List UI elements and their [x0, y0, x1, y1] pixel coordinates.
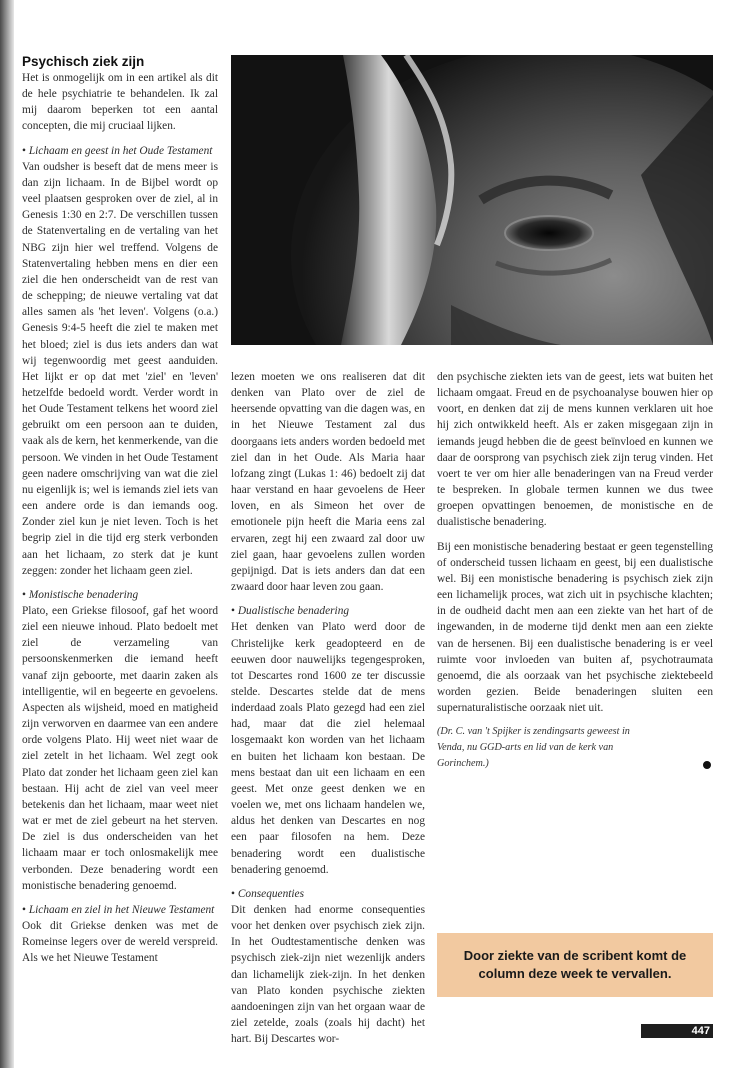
article-heading: Psychisch ziek zijn: [22, 54, 145, 69]
paragraph-consequenties-start: Dit denken had enorme consequenties voor het denken over psychisch ziek zijn. In het Oudtestamentische denken was psychisch ziek-zijn niet wezenlijk anders dan lichamelijk ziek-zijn. In het denken van Plato konden psychische ziekten aandoeningen zijn van het orgaan waar de ziel zetelde, zoals (zoals hij dacht) het hart. Bij Descartes wor-: [231, 904, 425, 1046]
page-edge-shadow: [0, 0, 14, 1068]
paragraph-oude-testament: Van oudsher is beseft dat de mens meer is dan zijn lichaam. In de Bijbel wordt op veel plaatsen gesproken over de ziel, al in Genesis 1:30 en 2:7. De verschillen tussen de Statenvertaling en de vertaling van het NBG zijn hier wel treffend. Volgens de Statenvertaling hebben mens en dier een ziel die hen onderscheidt van de rest van de schepping; de nieuwe vertaling vat dat alles samen als 'het leven'. Volgens (o.a.) Genesis 9:4-5 heeft die ziel te maken met het bloed; ziel is dus iets anders dan wat wij tegenwoordig met geest aanduiden. Het lijkt er op dat met 'ziel' en 'leven' hetzelfde bedoeld wordt. Verder wordt in het Oude Testament telkens het woord ziel gebruikt om een persoon aan te duiden, vaak als de kern, het kenmerkende, van die persoon. We vinden in het Oude Testament geen nadere omschrijving van wat die ziel nu eigenlijk is; wel is iemands ziel iets van een andere orde is dan iemands oog. Zonder ziel kun je niet leven. Toch is het begrip ziel in die tijd erg sterk verbonden aan het lichaam, zo sterk dat je kunt zeggen: zonder het lichaam geen ziel.: [22, 160, 218, 577]
intro-paragraph: Het is onmogelijk om in een artikel als dit de hele psychiatrie te behandelen. Ik zal mij daarom beperken tot een aantal concepten, die mij cruciaal lijken.: [22, 72, 218, 133]
column-2: [231, 369, 425, 1047]
paragraph-consequenties-cont: den psychische ziekten iets van de geest, iets wat buiten het lichaam omgaat. Freud en de psychoanalyse bouwen hier op voort, en denken dat zij de mens kunnen verklaren uit hoe hij zich ontwikkeld heeft. Als er zaken misgegaan zijn in iemands jeugd hebben die de geest beïnvloed en kunnen we daar de oorsprong van psychisch ziek zijn terug vinden. Het voert te ver om hier alle benaderingen van na Freud verder te bespreken. In globale termen kunnen we dus twee groepen opvattingen benoemen, de monistische en de dualistische benadering.: [437, 371, 713, 529]
column-3: [437, 369, 713, 772]
subheading-dualistisch: • Dualistische benadering: [231, 605, 350, 618]
paragraph-nieuwe-testament-cont: lezen moeten we ons realiseren dat dit denken van Plato over de ziel de heersende opvatting van die dagen was, en in het Nieuwe Testament zal dus doorgaans iets anders worden bedoeld met ziel dan in het Oude. Als Maria haar lofzang zingt (Lukas 1: 46) bedoelt zij dat haar verstand en haar gevoelens de Heer loven, en als Simeon het over de emotionele pijn heeft die Maria eens zal ervaren, zegt hij een zwaard zal door uw ziel gaan, haar gevoelens zullen worden gepijnigd. Dat is iets anders dan dat een zwaard door haar leven zou gaan.: [231, 371, 425, 594]
bullet-icon: •: [231, 887, 235, 900]
author-credit-block: [437, 724, 713, 772]
bullet-icon: •: [22, 903, 26, 916]
end-of-article-icon: [703, 761, 711, 769]
face-photo-illustration: [231, 55, 713, 345]
paragraph-dualistisch: Het denken van Plato werd door de Christelijke kerk geadopteerd en de eeuwen door nauwelijks tegengesproken, tot Descartes rond 1600 ze ter discussie stelde. Descartes stelde dat de mens inderdaad zoals Plato gezegd had een ziel had, maar dat die ziel helemaal losgemaakt kon worden van het lichaam en buiten het lichaam kon bestaan. De mens bestaat dan uit een lichaam en een geest. Met onze geest denken we en voelen we, met ons lichaam handelen we, aldus het denken van Descartes en nog een paar filosofen na hem. Deze benadering wordt een dualistische benadering genoemd.: [231, 621, 425, 876]
author-credit: (Dr. C. van 't Spijker is zendingsarts geweest in Venda, nu GGD-arts en lid van de kerk van Gorinchem.): [437, 726, 630, 770]
subheading-monistisch: • Monistische benadering: [22, 588, 139, 601]
bullet-icon: •: [22, 144, 26, 157]
subheading-nieuwe-testament: • Lichaam en ziel in het Nieuwe Testament: [22, 903, 215, 916]
column-cancelled-notice: Door ziekte van de scribent komt de column deze week te vervallen.: [437, 933, 713, 997]
page-number: 447: [680, 1024, 713, 1038]
subheading-oude-testament: • Lichaam en geest in het Oude Testament: [22, 144, 213, 157]
paragraph-monistisch: Plato, een Griekse filosoof, gaf het woord ziel een nieuwe inhoud. Plato bedoelt met ziel de verzameling van persoonskenmerken die iemand heeft vanaf zijn geboorte, met daarin zaken als intelligentie, wil en begeerte en gevoelens. Aspecten als wijsheid, moed en matigheid zijn verworven en daarmee van een andere orde volgens Plato. Hij weet niet waar de ziel zetelt in het lichaam. Wel zegt ook Plato dat zonder het lichaam geen ziel kan bestaan. Hij acht de ziel van veel meer betekenis dan het lichaam, maar weet niet wat er met de ziel gebeurt na het sterven. De ziel is dus onderscheiden van het lichaam maar er toch onlosmakelijk mee verbonden. Deze benadering wordt een monistische benadering genoemd.: [22, 605, 218, 892]
bullet-icon: •: [231, 605, 235, 618]
bullet-icon: •: [22, 588, 26, 601]
paragraph-consequenties-b: Bij een monistische benadering bestaat er geen tegenstelling of onderscheid tussen lichaam en geest, bij een dualistische wel. Bij een monistische benadering is psychisch ziek zijn een lichamelijk proces, wat zich uit in psychische klachten; in de oudheid dacht men aan een ziekte van het hart of de ingewanden, in de moderne tijd denkt men aan een ziekte van de hersenen. Bij een dualistische benadering is er veel ruimte voor invloeden van buiten af, psychotraumata genoemd, die als oorzaak van het psychische ziektebeeld worden gezien. Beide benaderingen sluiten een supernaturalistische oorzaak niet uit.: [437, 540, 713, 715]
subheading-consequenties: • Consequenties: [231, 887, 304, 900]
article-photo: [231, 55, 713, 345]
column-1: [22, 54, 218, 966]
paragraph-nieuwe-testament-start: Ook dit Griekse denken was met de Romeinse legers over de wereld verspreid. Als we het Nieuwe Testament: [22, 919, 218, 965]
